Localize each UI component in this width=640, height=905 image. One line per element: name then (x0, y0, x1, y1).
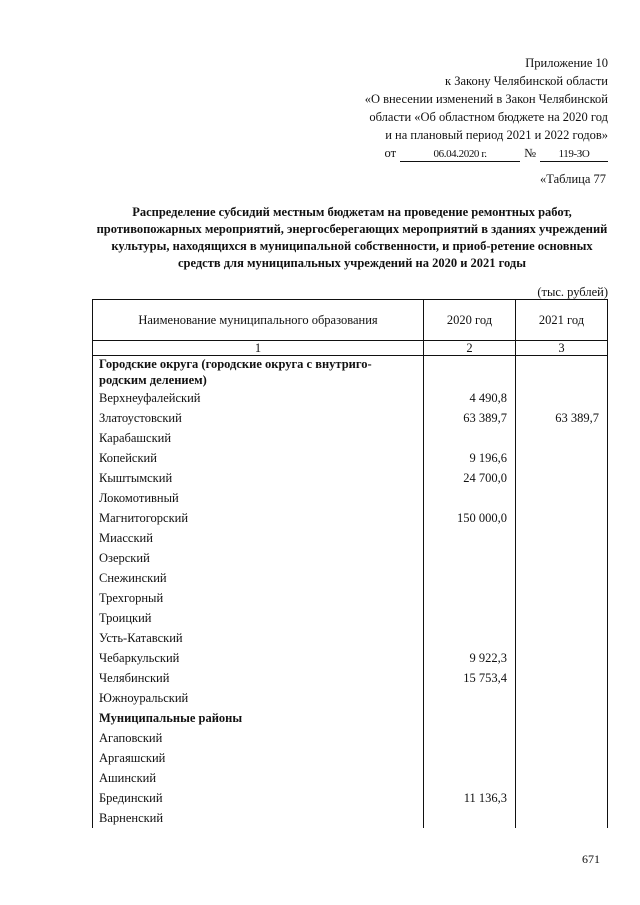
law-number: 119-ЗО (540, 148, 608, 162)
table-row (93, 788, 608, 808)
value-2020 (424, 748, 516, 768)
table-row (93, 768, 608, 788)
subsidy-table-container (92, 299, 607, 839)
column-index: 3 (516, 341, 608, 356)
table-row (93, 408, 608, 428)
subsidy-table (92, 299, 608, 828)
appendix-line: к Закону Челябинской области (445, 74, 608, 88)
table-row (93, 728, 608, 748)
table-row (93, 628, 608, 648)
value-2020: 4 490,8 (424, 388, 516, 408)
table-row (93, 588, 608, 608)
municipality-name: Трехгорный (93, 588, 424, 608)
value-2020 (424, 728, 516, 748)
value-2021 (516, 608, 608, 628)
value-2021 (516, 768, 608, 788)
appendix-header (278, 54, 608, 162)
table-row (93, 448, 608, 468)
column-index: 2 (424, 341, 516, 356)
municipality-name: Озерский (93, 548, 424, 568)
municipality-name: Варненский (93, 808, 424, 828)
value-2020 (424, 488, 516, 508)
municipality-name: Южноуральский (93, 688, 424, 708)
municipality-name: Кыштымский (93, 468, 424, 488)
municipality-name: Снежинский (93, 568, 424, 588)
value-2020: 9 196,6 (424, 448, 516, 468)
value-2021 (516, 356, 608, 389)
value-2020 (424, 708, 516, 728)
municipality-name: Локомотивный (93, 488, 424, 508)
municipality-name: Копейский (93, 448, 424, 468)
municipality-name: Муниципальные районы (93, 708, 424, 728)
value-2020: 9 922,3 (424, 648, 516, 668)
value-2020: 24 700,0 (424, 468, 516, 488)
municipality-name: Усть-Катавский (93, 628, 424, 648)
value-2021 (516, 708, 608, 728)
value-2021 (516, 688, 608, 708)
document-title: Распределение субсидий местным бюджетам на проведение ремонтных работ, противопожарных мероприятий, энергосберегающих мероприятий в зданиях учреждений культуры, находящихся в муниципальной собственности, и приоб-ретение основных средств для муниципальных учреждений на 2020 и 2021 годы (96, 205, 608, 270)
value-2021 (516, 448, 608, 468)
value-2021 (516, 428, 608, 448)
value-2021 (516, 488, 608, 508)
value-2020 (424, 528, 516, 548)
municipality-name: Верхнеуфалейский (93, 388, 424, 408)
value-2021 (516, 728, 608, 748)
units-label: (тыс. рублей) (537, 285, 608, 299)
table-row (93, 748, 608, 768)
municipality-name: Чебаркульский (93, 648, 424, 668)
law-date: 06.04.2020 г. (400, 148, 520, 162)
law-signature-line (278, 144, 608, 162)
value-2020: 11 136,3 (424, 788, 516, 808)
value-2020: 63 389,7 (424, 408, 516, 428)
value-2021 (516, 528, 608, 548)
number-label: № (524, 146, 536, 160)
value-2020 (424, 608, 516, 628)
table-row (93, 468, 608, 488)
municipality-name: Миасский (93, 528, 424, 548)
value-2021 (516, 548, 608, 568)
table-row (93, 528, 608, 548)
value-2021 (516, 788, 608, 808)
column-header-2021: 2021 год (516, 300, 608, 341)
municipality-name: Челябинский (93, 668, 424, 688)
value-2021 (516, 468, 608, 488)
appendix-line: Приложение 10 (525, 56, 608, 70)
table-row (93, 608, 608, 628)
value-2021 (516, 668, 608, 688)
table-header-row (93, 300, 608, 341)
value-2021: 63 389,7 (516, 408, 608, 428)
table-row (93, 488, 608, 508)
municipality-name: Карабашский (93, 428, 424, 448)
value-2020 (424, 808, 516, 828)
table-row (93, 388, 608, 408)
municipality-name: Аргаяшский (93, 748, 424, 768)
value-2021 (516, 388, 608, 408)
value-2020 (424, 548, 516, 568)
column-index: 1 (93, 341, 424, 356)
appendix-line: и на плановый период 2021 и 2022 годов» (385, 128, 608, 142)
municipality-name: Магнитогорский (93, 508, 424, 528)
value-2020 (424, 628, 516, 648)
municipality-name: Городские округа (городские округа с внутриго-родским делением) (93, 356, 424, 389)
table-row (93, 648, 608, 668)
table-row (93, 548, 608, 568)
column-header-2020: 2020 год (424, 300, 516, 341)
value-2021 (516, 508, 608, 528)
table-row (93, 688, 608, 708)
value-2020 (424, 428, 516, 448)
value-2020 (424, 356, 516, 389)
column-index-row (93, 341, 608, 356)
from-label: от (384, 146, 397, 160)
value-2021 (516, 628, 608, 648)
table-row (93, 668, 608, 688)
value-2021 (516, 748, 608, 768)
value-2021 (516, 568, 608, 588)
value-2021 (516, 588, 608, 608)
value-2020 (424, 588, 516, 608)
table-reference: «Таблица 77 (540, 172, 606, 186)
municipality-name: Златоустовский (93, 408, 424, 428)
value-2020 (424, 768, 516, 788)
value-2020: 150 000,0 (424, 508, 516, 528)
municipality-name: Агаповский (93, 728, 424, 748)
column-header-name: Наименование муниципального образования (93, 300, 424, 341)
value-2020 (424, 688, 516, 708)
appendix-line: области «Об областном бюджете на 2020 год (369, 110, 608, 124)
municipality-name: Троицкий (93, 608, 424, 628)
table-row (93, 808, 608, 828)
page-number: 671 (582, 852, 600, 866)
appendix-line: «О внесении изменений в Закон Челябинской (364, 92, 608, 106)
table-row (93, 568, 608, 588)
municipality-name: Ашинский (93, 768, 424, 788)
value-2021 (516, 648, 608, 668)
value-2020: 15 753,4 (424, 668, 516, 688)
municipality-name: Брединский (93, 788, 424, 808)
section-row (93, 708, 608, 728)
table-row (93, 508, 608, 528)
table-body (93, 341, 608, 829)
section-row (93, 356, 608, 389)
value-2021 (516, 808, 608, 828)
table-row (93, 428, 608, 448)
value-2020 (424, 568, 516, 588)
